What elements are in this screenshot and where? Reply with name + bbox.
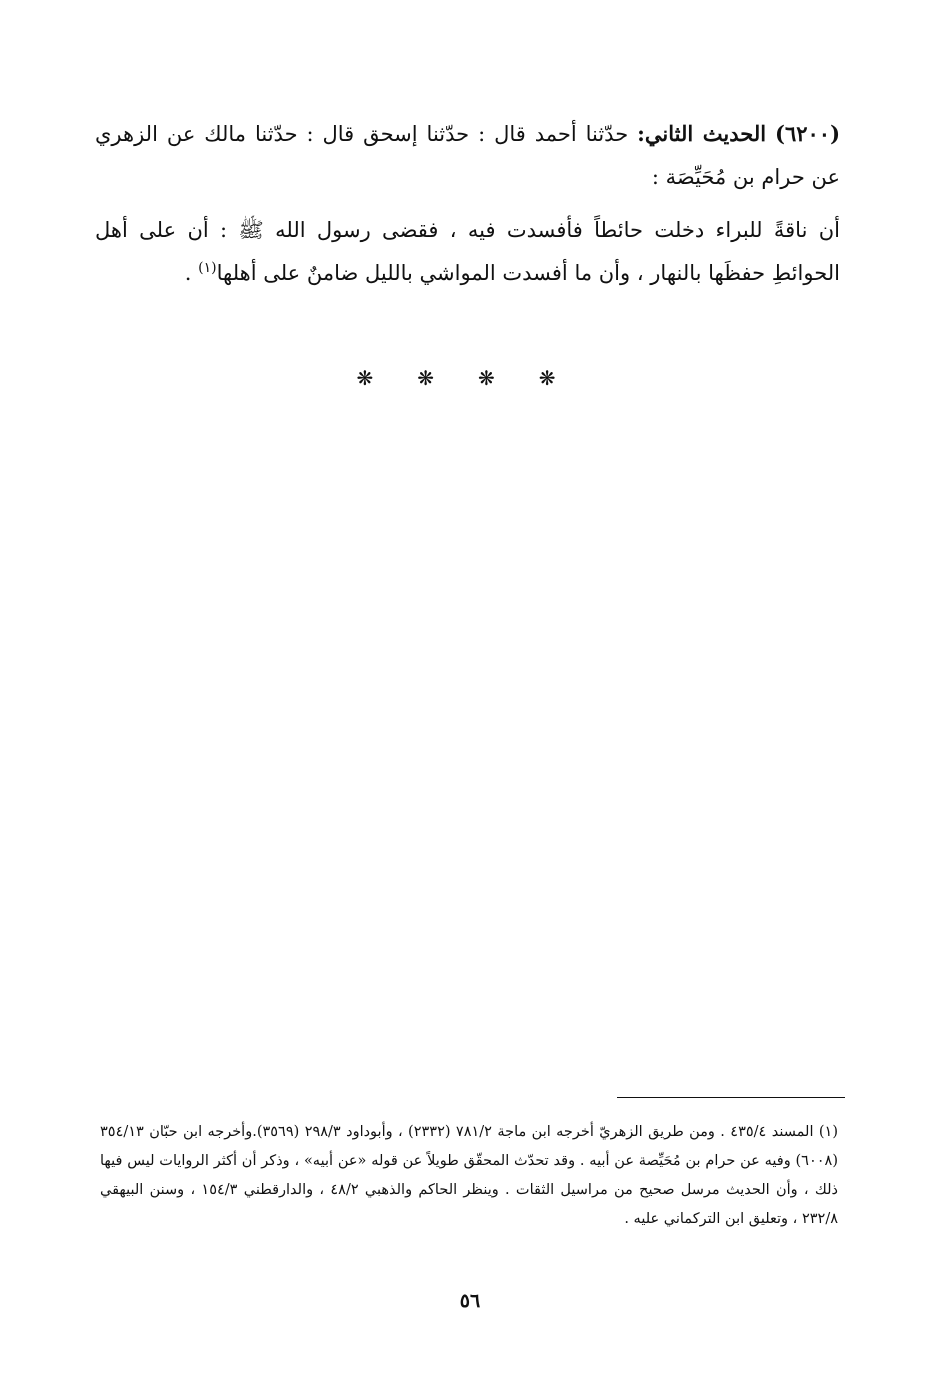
separator-star: ❋ [538, 366, 584, 390]
footnote-marker: (١) [198, 260, 217, 276]
section-separator [0, 366, 940, 390]
hadith-matn: أن ناقةً للبراء دخلت حائطاً فأفسدت فيه ، فقضى رسول الله ﷺ : أن على أهل الحوائطِ حفظَها بالنهار ، وأن ما أفسدت المواشي بالليل ضامنٌ على أهلها [95, 218, 840, 285]
hadith-isnad: حدّثنا أحمد قال : حدّثنا إسحق قال : حدّثنا مالك عن الزهري عن حرام بن مُحَيِّصَة : [95, 122, 840, 189]
footnote: (١) المسند ٤٣٥/٤ . ومن طريق الزهريّ أخرجه ابن ماجة ٧٨١/٢ (٢٣٣٢) ، وأبوداود ٢٩٨/٣ (٣٥٦٩).وأخرجه ابن حبّان ٣٥٤/١٣ (٦٠٠٨) وفيه عن حرام بن مُحَيِّصة عن أبيه . وقد تحدّث المحقّق طويلاً عن قوله «عن أبيه» ، وذكر أن أكثر الروايات ليس فيها ذلك ، وأن الحديث مرسل صحيح من مراسيل الثقات . وينظر الحاكم والذهبي ٤٨/٢ ، والدارقطني ١٥٤/٣ ، وسنن البيهقي ٢٣٢/٨ ، وتعليق ابن التركماني عليه . [100, 1124, 838, 1227]
footnote-divider [617, 1097, 845, 1098]
separator-star: ❋ [417, 366, 462, 390]
hadith-matn-paragraph [95, 209, 840, 295]
main-text [95, 112, 840, 305]
separator-star: ❋ [478, 366, 523, 390]
separator-star: ❋ [356, 366, 402, 390]
hadith-number: (٦٢٠٠) [775, 121, 840, 146]
hadith-title: الحديث الثاني: [637, 121, 767, 146]
hadith-isnad-paragraph [95, 112, 840, 199]
page-number: ٥٦ [459, 1290, 481, 1312]
hadith-end: . [184, 261, 199, 285]
